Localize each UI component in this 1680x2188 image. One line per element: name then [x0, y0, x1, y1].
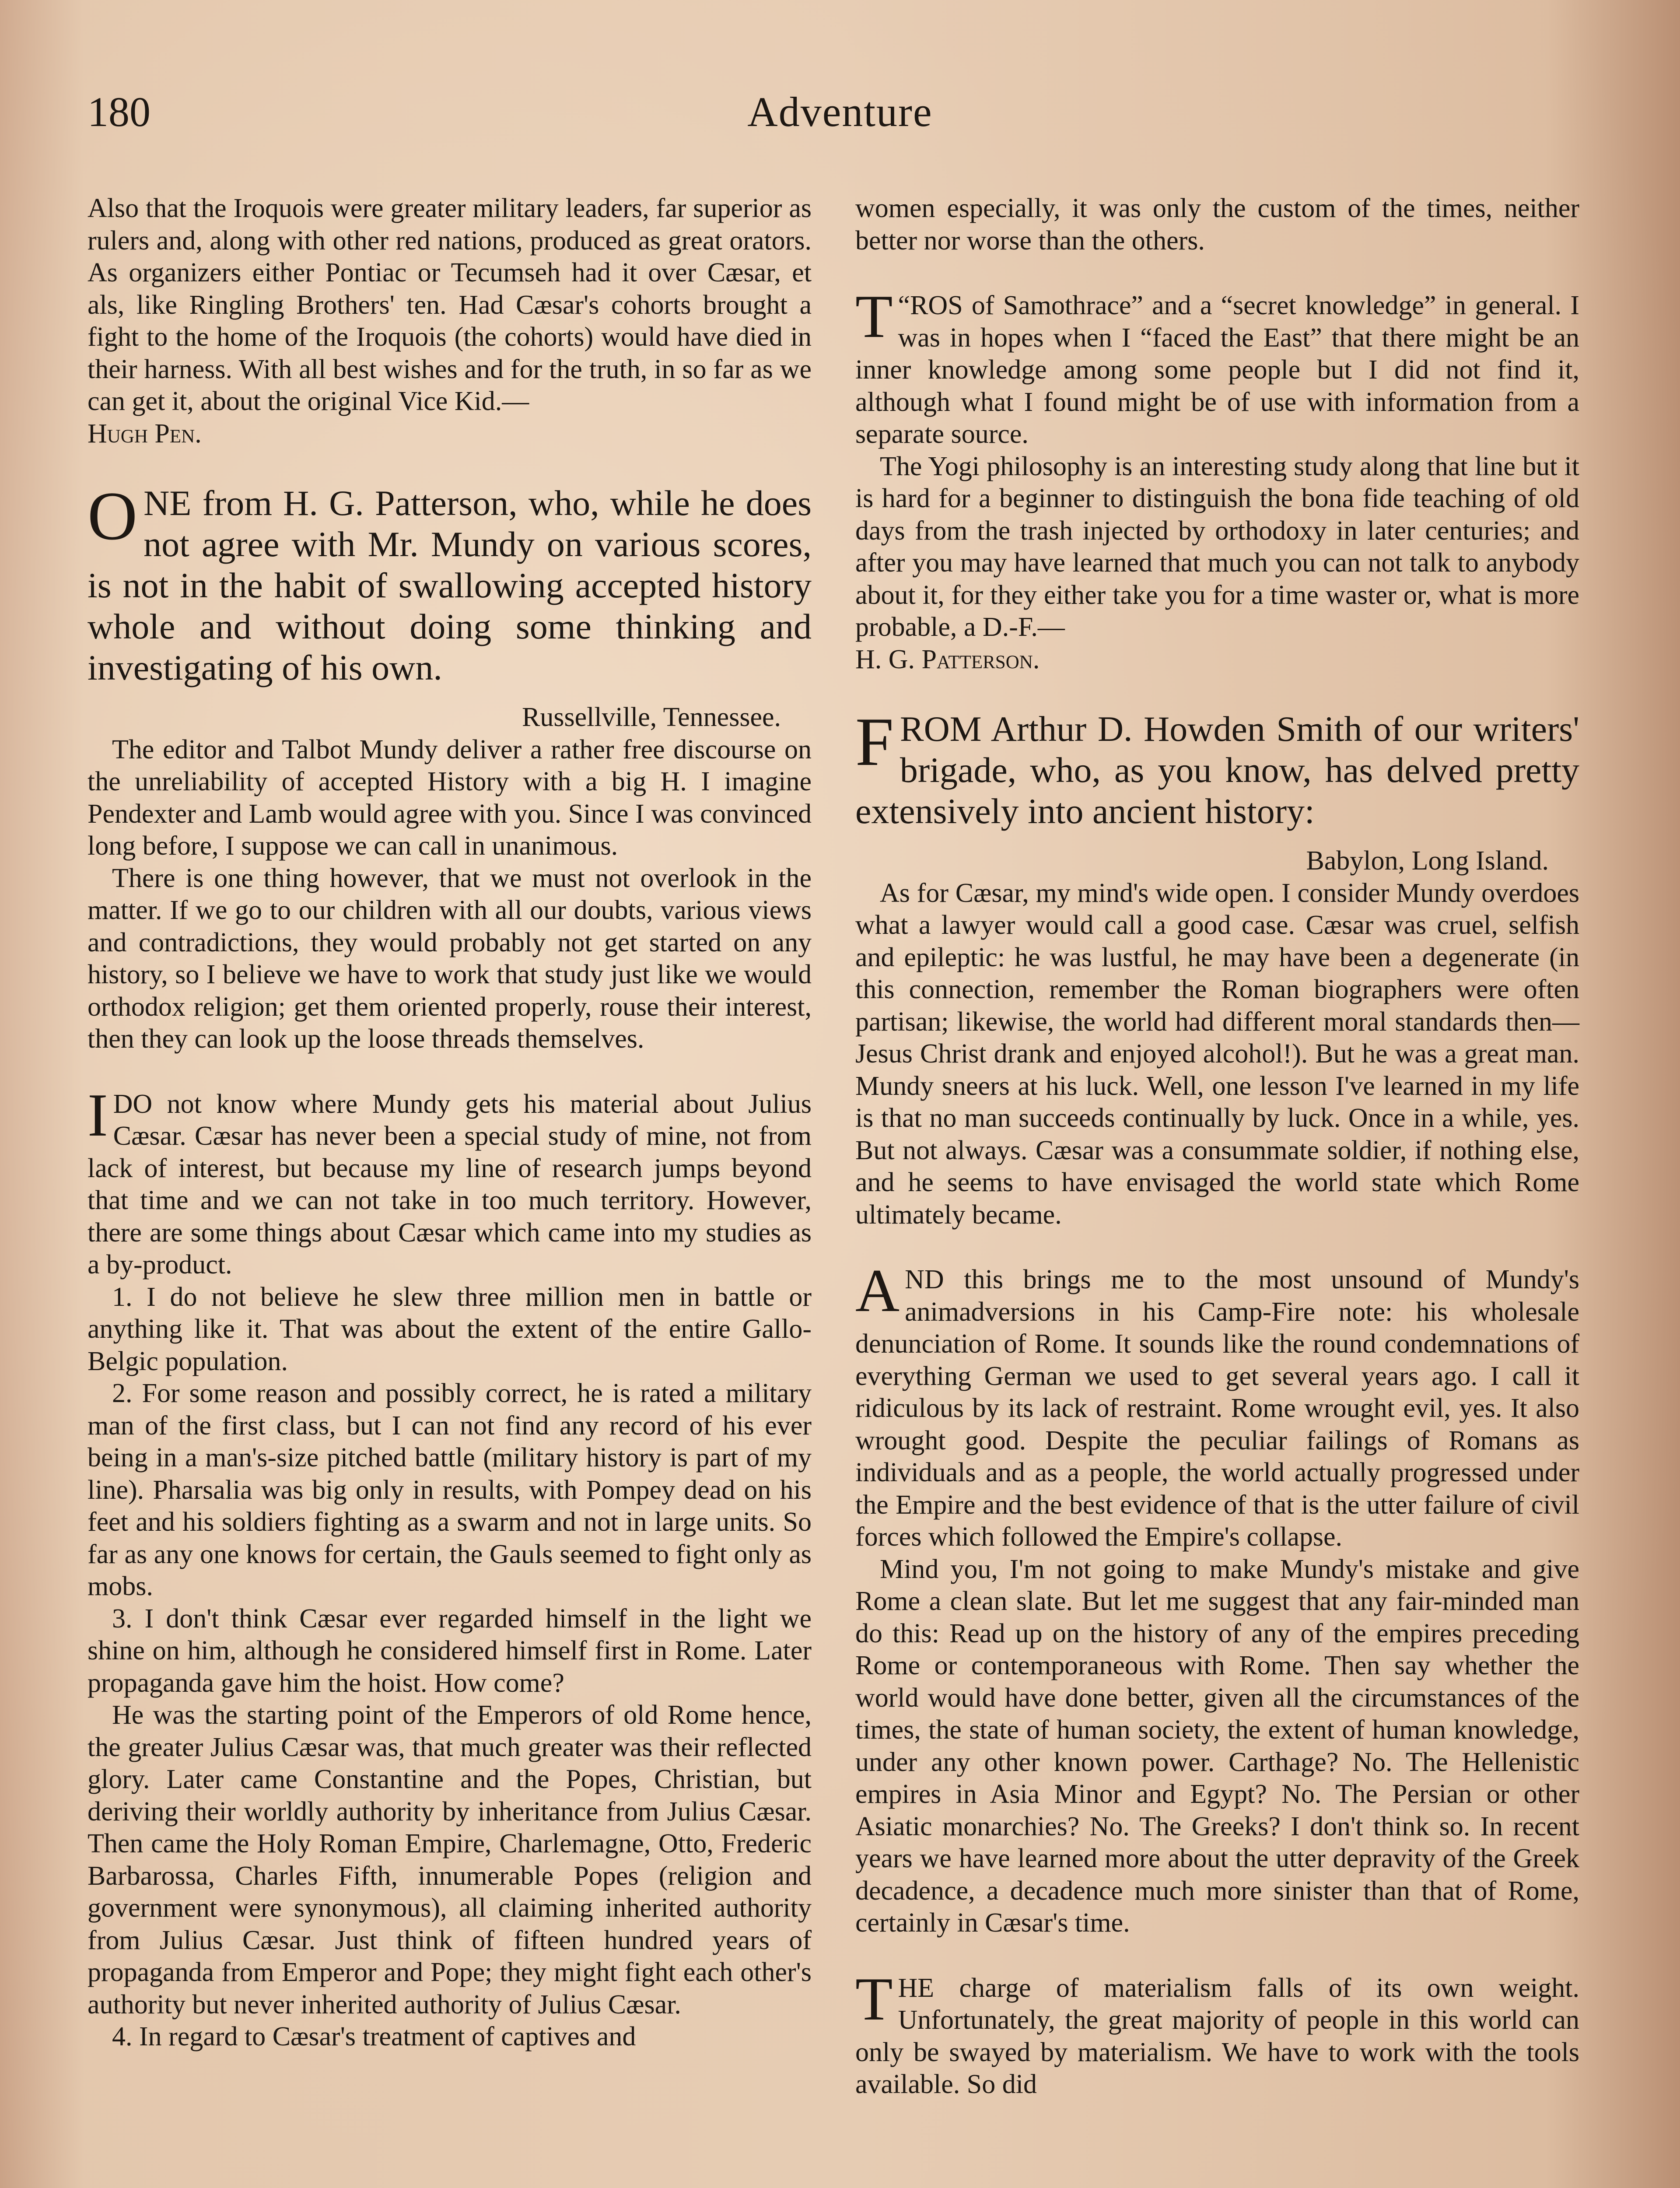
- section-paragraph: [855, 1965, 1579, 2101]
- first-word: HE: [898, 1973, 934, 2003]
- dateline: Babylon, Long Island.: [1306, 846, 1549, 876]
- drop-cap: I: [88, 1081, 108, 1149]
- drop-cap: T: [855, 283, 893, 351]
- left-column: [88, 193, 812, 2053]
- letter-paragraph: The Yogi philosophy is an interesting study along that line but it is hard for a beginner to distinguish the bona fide teaching of old days from the trash injected by orthodoxy in later centuries; and after you may have learned that much you can not talk to anybody about it, for they either take you for a time waster or, what is more probable, a D.-F.—: [855, 451, 1579, 642]
- first-word: ND: [905, 1265, 944, 1294]
- paragraph-text: charge of materialism falls of its own weight. Unfortunately, the great majority of people in this world can only be swayed by materialism. We have to work with the tools available. So did: [855, 1973, 1579, 2099]
- paragraph-text: ROS of Samothrace” and a “secret knowledge” in general. I was in hopes when I “faced the East” that there might be an inner knowledge among some people but I did not find it, although what I found might be of use with information from a separate source.: [855, 291, 1579, 449]
- section-paragraph: [855, 283, 1579, 451]
- letter-paragraph: Mind you, I'm not going to make Mundy's mistake and give Rome a clean slate. But let me suggest that any fair-minded man do this: Read up on the history of any of the empires preceding Rome or contemporaneous with Rome. Then say whether the world would have done better, given all the circumstances of the times, the state of human society, the extent of human knowledge, under any other known power. Carthage? No. The Hellenistic empires in Asia Minor and Egypt? No. The Persian or other Asiatic monarchies? No. The Greeks? I don't think so. In recent years we have learned more about the utter depravity of the Greek decadence, a decadence much more sinister than that of Rome, certainly in Cæsar's time.: [855, 1554, 1579, 1938]
- section-paragraph: [88, 1081, 812, 1281]
- paragraph-text: not know where Mundy gets his material about Julius Cæsar. Cæsar has never been a special study of mine, not from lack of interest, but because my line of research jumps beyond that time and we can not take in too much territory. However, there are some things about Cæsar which came into my studies as a by-product.: [88, 1089, 812, 1280]
- letter-signature: H. G. Patterson.: [855, 644, 1040, 674]
- spacer: [88, 688, 812, 701]
- spacer: [855, 832, 1579, 845]
- intro-first-word: ROM: [900, 709, 982, 749]
- first-word: DO: [113, 1089, 153, 1119]
- letter-paragraph: Also that the Iroquois were greater military leaders, far superior as rulers and, along with other red nations, produced as great orators. As organizers either Pontiac or Tecumseh had it over Cæsar, et als, like Ringling Brothers' ten. Had Cæsar's cohorts brought a fight to the home of the Iroquois (the cohorts) would have died in their harness. With all best wishes and for the truth, in so far as we can get it, about the original Vice Kid.—: [88, 193, 812, 416]
- running-title: Adventure: [747, 88, 933, 135]
- drop-cap: A: [855, 1257, 900, 1325]
- right-column: [855, 193, 1579, 2101]
- section-break: [855, 1231, 1579, 1264]
- paragraph-text: this brings me to the most unsound of Mundy's animadversions in his Camp-Fire note: his wholesale denunciation of Rome. It sounds like the round condemnations of everything German we used to get several years ago. I call it ridiculous by its lack of restraint. Rome wrought evil, yes. It also wrought good. Despite the peculiar failings of Romans as individuals and as a people, the world actually progressed under the Empire and the best evidence of that is the utter failure of civil forces which followed the Empire's collapse.: [855, 1265, 1579, 1552]
- letter-paragraph: There is one thing however, that we must not overlook in the matter. If we go to our children with all our doubts, various views and contradictions, they would probably not get started on any history, so I believe we have to work that study just like we would orthodox religion; get them oriented properly, rouse their interest, then they can look up the loose threads themselves.: [88, 863, 812, 1054]
- section-intro: [88, 478, 812, 688]
- dateline: Russellville, Tennessee.: [522, 702, 781, 732]
- drop-cap: F: [855, 704, 894, 780]
- section-break: [855, 257, 1579, 290]
- section-break: [88, 1055, 812, 1088]
- letter-paragraph: The editor and Talbot Mundy deliver a rather free discourse on the unreliability of accepted History with a big H. I imagine Pendexter and Lamb would agree with you. Since I was convinced long before, I suppose we can call in unanimous.: [88, 734, 812, 861]
- numbered-point: 4. In regard to Cæsar's treatment of captives and: [112, 2022, 636, 2051]
- intro-first-word: NE: [144, 483, 192, 523]
- section-intro: [855, 704, 1579, 832]
- page-header: [88, 88, 1592, 158]
- letter-paragraph: He was the starting point of the Emperors of old Rome hence, the greater Julius Cæsar was, that much greater was their reflected glory. Later came Constantine and the Popes, Christian, but deriving their worldly authority by inheritance from Julius Cæsar. Then came the Holy Roman Empire, Charlemagne, Otto, Frederic Barbarossa, Charles Fifth, innumerable Popes (religion and government were synonymous), all claiming inherited authority from Julius Cæsar. Just think of fifteen hundred years of propaganda from Emperor and Pope; they might fight each other's authority but never inherited authority of Julius Cæsar.: [88, 1700, 812, 2020]
- letter-paragraph: women especially, it was only the custom of the times, neither better nor worse than the others.: [855, 193, 1579, 256]
- page-number: 180: [88, 88, 150, 135]
- section-break: [855, 676, 1579, 708]
- letter-paragraph: As for Cæsar, my mind's wide open. I consider Mundy overdoes what a lawyer would call a good case. Cæsar was cruel, selfish and epileptic: he was lustful, he may have been a degenerate (in this connection, remember the Roman biographers were often partisan; likewise, the world had different moral standards then—Jesus Christ drank and enjoyed alcohol!). But he was a great man. Mundy sneers at his luck. Well, one lesson I've learned in my life is that no man succeeds continually by luck. Once in a while, yes. But not always. Cæsar was a consummate soldier, if nothing else, and he seems to have envisaged the world state which Rome ultimately became.: [855, 878, 1579, 1230]
- letter-signature: Hugh Pen.: [88, 418, 202, 449]
- section-break: [855, 1939, 1579, 1972]
- numbered-point: 3. I don't think Cæsar ever regarded himself in the light we shine on him, although he considered himself first in Rome. Later propaganda gave him the hoist. How come?: [88, 1603, 812, 1698]
- drop-cap: T: [855, 1965, 893, 2033]
- section-break: [88, 450, 812, 483]
- open-quote: “: [898, 291, 910, 320]
- numbered-point: 2. For some reason and possibly correct, he is rated a military man of the first class, but I can not find any record of his ever being in a man's-size pitched battle (military history is part of my line). Pharsalia was big only in results, with Pompey dead on his feet and his soldiers fighting as a swarm and not in large units. So far as any one knows for certain, the Gauls seemed to fight only as mobs.: [88, 1378, 812, 1601]
- section-paragraph: [855, 1257, 1579, 1553]
- intro-text: Arthur D. Howden Smith of our writers' brigade, who, as you know, has delved pretty extensively into ancient history:: [855, 709, 1579, 831]
- intro-text: from H. G. Patterson, who, while he does not agree with Mr. Mundy on various scores, is not in the habit of swallowing accepted history whole and without doing some thinking and investigating of his own.: [88, 483, 812, 687]
- numbered-point: 1. I do not believe he slew three million men in battle or anything like it. That was about the extent of the entire Gallo-Belgic population.: [88, 1282, 812, 1376]
- drop-cap: O: [88, 478, 138, 554]
